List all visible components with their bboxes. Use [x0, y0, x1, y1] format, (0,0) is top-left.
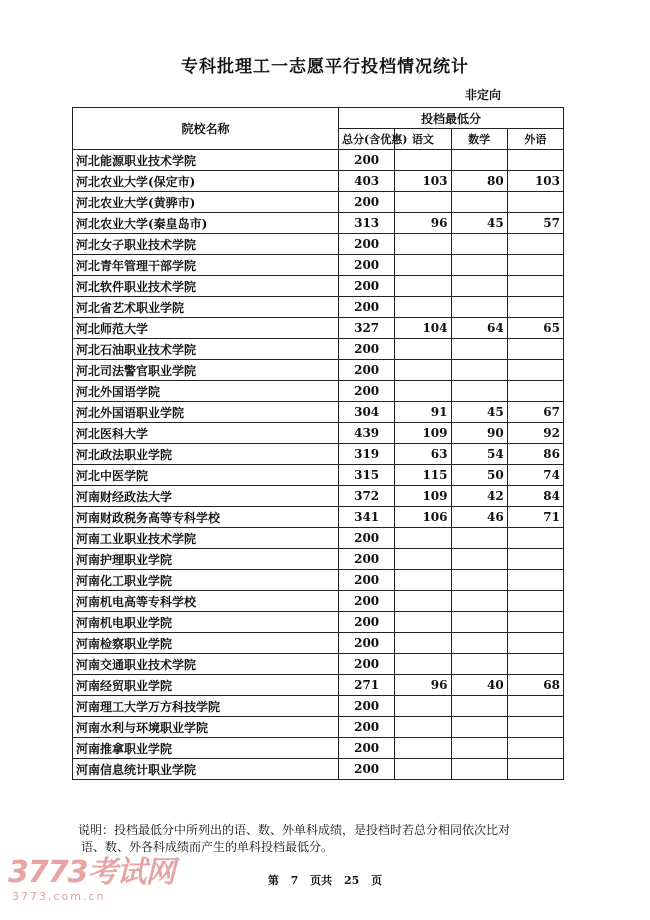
table-row	[73, 171, 564, 192]
table-row	[73, 570, 564, 591]
foreign-score-cell	[507, 570, 563, 591]
school-name-cell: 河南交通职业技术学院	[73, 654, 339, 675]
chinese-score-cell: 91	[395, 402, 451, 423]
footer-total-pages: 25	[344, 874, 360, 887]
header-school-name: 院校名称	[73, 108, 339, 150]
table-row	[73, 528, 564, 549]
table-row	[73, 591, 564, 612]
chinese-score-cell	[395, 759, 451, 780]
footer-middle: 页共	[310, 874, 333, 887]
foreign-score-cell	[507, 738, 563, 759]
note	[78, 822, 578, 856]
school-name-cell: 河北农业大学(黄骅市)	[73, 192, 339, 213]
chinese-score-cell	[395, 150, 451, 171]
table-row	[73, 150, 564, 171]
total-score-cell: 200	[339, 276, 395, 297]
foreign-score-cell	[507, 591, 563, 612]
total-score-cell: 200	[339, 234, 395, 255]
foreign-score-cell	[507, 234, 563, 255]
math-score-cell	[451, 150, 507, 171]
school-name-cell: 河北省艺术职业学院	[73, 297, 339, 318]
foreign-score-cell: 74	[507, 465, 563, 486]
foreign-score-cell: 84	[507, 486, 563, 507]
math-score-cell: 80	[451, 171, 507, 192]
foreign-score-cell	[507, 276, 563, 297]
chinese-score-cell: 109	[395, 486, 451, 507]
footer-suffix: 页	[371, 874, 383, 887]
math-score-cell: 45	[451, 402, 507, 423]
school-name-cell: 河南理工大学万方科技学院	[73, 696, 339, 717]
chinese-score-cell	[395, 633, 451, 654]
total-score-cell: 200	[339, 759, 395, 780]
watermark-brand: 3773考试网	[8, 855, 175, 890]
school-name-cell: 河南经贸职业学院	[73, 675, 339, 696]
school-name-cell: 河南水利与环境职业学院	[73, 717, 339, 738]
math-score-cell	[451, 381, 507, 402]
math-score-cell: 90	[451, 423, 507, 444]
math-score-cell	[451, 654, 507, 675]
header-foreign: 外语	[507, 129, 563, 150]
foreign-score-cell	[507, 696, 563, 717]
chinese-score-cell	[395, 192, 451, 213]
total-score-cell: 200	[339, 696, 395, 717]
school-name-cell: 河南财经政法大学	[73, 486, 339, 507]
total-score-cell: 200	[339, 255, 395, 276]
total-score-cell: 319	[339, 444, 395, 465]
foreign-score-cell	[507, 633, 563, 654]
footer-page-number: 7	[290, 874, 299, 887]
chinese-score-cell	[395, 276, 451, 297]
school-name-cell: 河北医科大学	[73, 423, 339, 444]
foreign-score-cell: 67	[507, 402, 563, 423]
document-title: 专科批理工一志愿平行投档情况统计	[181, 57, 469, 77]
table-row	[73, 402, 564, 423]
table-row	[73, 696, 564, 717]
chinese-score-cell	[395, 654, 451, 675]
foreign-score-cell	[507, 360, 563, 381]
table-row	[73, 213, 564, 234]
chinese-score-cell	[395, 549, 451, 570]
school-name-cell: 河北能源职业技术学院	[73, 150, 339, 171]
math-score-cell	[451, 759, 507, 780]
chinese-score-cell: 104	[395, 318, 451, 339]
math-score-cell	[451, 234, 507, 255]
table-row	[73, 276, 564, 297]
foreign-score-cell: 86	[507, 444, 563, 465]
chinese-score-cell	[395, 738, 451, 759]
total-score-cell: 200	[339, 591, 395, 612]
chinese-score-cell: 115	[395, 465, 451, 486]
total-score-cell: 200	[339, 738, 395, 759]
total-score-cell: 200	[339, 717, 395, 738]
table-row	[73, 717, 564, 738]
table-row	[73, 549, 564, 570]
note-line-2: 语、数、外各科成绩而产生的单科投档最低分。	[81, 840, 334, 854]
header-chinese: 语文	[395, 129, 451, 150]
chinese-score-cell	[395, 339, 451, 360]
total-score-cell: 200	[339, 339, 395, 360]
header-math: 数学	[451, 129, 507, 150]
chinese-score-cell	[395, 297, 451, 318]
math-score-cell: 46	[451, 507, 507, 528]
chinese-score-cell	[395, 234, 451, 255]
table-row	[73, 759, 564, 780]
math-score-cell	[451, 360, 507, 381]
math-score-cell	[451, 633, 507, 654]
total-score-cell: 403	[339, 171, 395, 192]
math-score-cell: 45	[451, 213, 507, 234]
school-name-cell: 河北农业大学(秦皇岛市)	[73, 213, 339, 234]
chinese-score-cell	[395, 612, 451, 633]
table-row	[73, 507, 564, 528]
chinese-score-cell	[395, 360, 451, 381]
table-row	[73, 234, 564, 255]
table-row	[73, 444, 564, 465]
school-name-cell: 河北软件职业技术学院	[73, 276, 339, 297]
document-subtitle: 非定向	[465, 88, 502, 102]
watermark-url: 3773.com.cn	[12, 890, 106, 903]
table-row	[73, 297, 564, 318]
school-name-cell: 河北农业大学(保定市)	[73, 171, 339, 192]
note-line-1: 说明：投档最低分中所列出的语、数、外单科成绩，是投档时若总分相同依次比对	[78, 823, 511, 837]
foreign-score-cell	[507, 654, 563, 675]
foreign-score-cell	[507, 255, 563, 276]
chinese-score-cell	[395, 591, 451, 612]
school-name-cell: 河南机电职业学院	[73, 612, 339, 633]
math-score-cell	[451, 339, 507, 360]
school-name-cell: 河北司法警官职业学院	[73, 360, 339, 381]
table-row	[73, 318, 564, 339]
table-row	[73, 675, 564, 696]
math-score-cell: 64	[451, 318, 507, 339]
school-name-cell: 河南机电高等专科学校	[73, 591, 339, 612]
total-score-cell: 200	[339, 528, 395, 549]
math-score-cell	[451, 717, 507, 738]
table-row	[73, 612, 564, 633]
school-name-cell: 河南工业职业技术学院	[73, 528, 339, 549]
school-name-cell: 河北政法职业学院	[73, 444, 339, 465]
foreign-score-cell	[507, 192, 563, 213]
table-row	[73, 654, 564, 675]
school-name-cell: 河北外国语职业学院	[73, 402, 339, 423]
total-score-cell: 327	[339, 318, 395, 339]
header-min-score: 投档最低分	[339, 108, 564, 129]
math-score-cell	[451, 738, 507, 759]
total-score-cell: 304	[339, 402, 395, 423]
math-score-cell	[451, 612, 507, 633]
total-score-cell: 315	[339, 465, 395, 486]
foreign-score-cell: 103	[507, 171, 563, 192]
foreign-score-cell	[507, 717, 563, 738]
school-name-cell: 河北青年管理干部学院	[73, 255, 339, 276]
math-score-cell: 50	[451, 465, 507, 486]
foreign-score-cell	[507, 297, 563, 318]
table-row	[73, 360, 564, 381]
school-name-cell: 河南财政税务高等专科学校	[73, 507, 339, 528]
table-body	[73, 150, 564, 780]
chinese-score-cell	[395, 255, 451, 276]
chinese-score-cell: 96	[395, 675, 451, 696]
chinese-score-cell	[395, 381, 451, 402]
total-score-cell: 200	[339, 150, 395, 171]
math-score-cell: 40	[451, 675, 507, 696]
table-row	[73, 465, 564, 486]
foreign-score-cell	[507, 339, 563, 360]
math-score-cell	[451, 255, 507, 276]
table-row	[73, 381, 564, 402]
school-name-cell: 河北女子职业技术学院	[73, 234, 339, 255]
math-score-cell	[451, 696, 507, 717]
total-score-cell: 200	[339, 192, 395, 213]
chinese-score-cell: 96	[395, 213, 451, 234]
total-score-cell: 439	[339, 423, 395, 444]
total-score-cell: 341	[339, 507, 395, 528]
foreign-score-cell: 68	[507, 675, 563, 696]
foreign-score-cell	[507, 549, 563, 570]
school-name-cell: 河北中医学院	[73, 465, 339, 486]
foreign-score-cell: 65	[507, 318, 563, 339]
foreign-score-cell	[507, 759, 563, 780]
page-footer	[0, 872, 650, 888]
foreign-score-cell	[507, 612, 563, 633]
math-score-cell	[451, 591, 507, 612]
foreign-score-cell	[507, 381, 563, 402]
footer-prefix: 第	[267, 874, 279, 887]
table-row	[73, 738, 564, 759]
total-score-cell: 271	[339, 675, 395, 696]
table-row	[73, 486, 564, 507]
total-score-cell: 200	[339, 360, 395, 381]
total-score-cell: 200	[339, 612, 395, 633]
chinese-score-cell: 103	[395, 171, 451, 192]
table-row	[73, 339, 564, 360]
foreign-score-cell: 71	[507, 507, 563, 528]
chinese-score-cell	[395, 528, 451, 549]
math-score-cell	[451, 570, 507, 591]
school-name-cell: 河南化工职业学院	[73, 570, 339, 591]
chinese-score-cell: 109	[395, 423, 451, 444]
school-name-cell: 河北外国语学院	[73, 381, 339, 402]
foreign-score-cell: 92	[507, 423, 563, 444]
total-score-cell: 200	[339, 654, 395, 675]
total-score-cell: 313	[339, 213, 395, 234]
school-name-cell: 河北师范大学	[73, 318, 339, 339]
school-name-cell: 河南检察职业学院	[73, 633, 339, 654]
table-row	[73, 192, 564, 213]
math-score-cell	[451, 297, 507, 318]
total-score-cell: 200	[339, 633, 395, 654]
total-score-cell: 200	[339, 381, 395, 402]
chinese-score-cell: 106	[395, 507, 451, 528]
chinese-score-cell	[395, 696, 451, 717]
total-score-cell: 200	[339, 549, 395, 570]
table-row	[73, 255, 564, 276]
foreign-score-cell	[507, 528, 563, 549]
total-score-cell: 200	[339, 570, 395, 591]
school-name-cell: 河南信息统计职业学院	[73, 759, 339, 780]
math-score-cell: 42	[451, 486, 507, 507]
school-name-cell: 河南推拿职业学院	[73, 738, 339, 759]
school-name-cell: 河南护理职业学院	[73, 549, 339, 570]
header-total: 总分(含优惠)	[339, 129, 395, 150]
math-score-cell	[451, 528, 507, 549]
chinese-score-cell: 63	[395, 444, 451, 465]
table-row	[73, 633, 564, 654]
score-table	[72, 107, 564, 780]
table-row	[73, 423, 564, 444]
foreign-score-cell: 57	[507, 213, 563, 234]
chinese-score-cell	[395, 717, 451, 738]
total-score-cell: 372	[339, 486, 395, 507]
total-score-cell: 200	[339, 297, 395, 318]
math-score-cell	[451, 549, 507, 570]
math-score-cell	[451, 276, 507, 297]
school-name-cell: 河北石油职业技术学院	[73, 339, 339, 360]
chinese-score-cell	[395, 570, 451, 591]
foreign-score-cell	[507, 150, 563, 171]
math-score-cell	[451, 192, 507, 213]
math-score-cell: 54	[451, 444, 507, 465]
